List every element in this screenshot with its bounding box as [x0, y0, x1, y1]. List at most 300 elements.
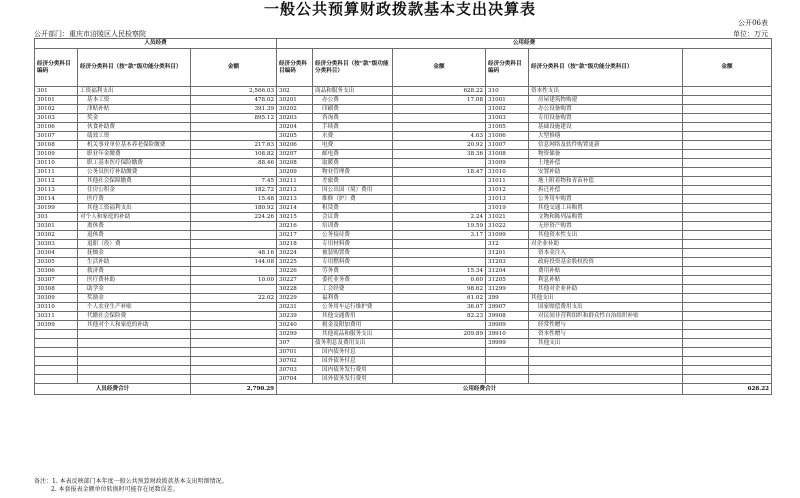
table-row [35, 168, 772, 177]
table-row [35, 330, 772, 339]
cell-code-2: 30213 [277, 195, 313, 204]
personnel-total-label: 人员经费合计 [35, 384, 191, 395]
cell-amount-3 [683, 303, 772, 312]
cell-name-1: 其他对个人和家庭的补助 [78, 321, 191, 330]
cell-code-3: 31205 [486, 276, 529, 285]
cell-code-3: 31007 [486, 141, 529, 150]
cell-code-3: 31022 [486, 222, 529, 231]
cell-code-2: 30217 [277, 231, 313, 240]
col-code-2: 经济分类科目编码 [277, 49, 313, 87]
cell-amount-1: 180.92 [191, 204, 277, 213]
section-header-row [35, 39, 772, 49]
col-code-1: 经济分类科目编码 [35, 49, 78, 87]
table-row [35, 339, 772, 348]
cell-name-1: 退休费 [78, 231, 191, 240]
cell-name-3: 其他对企业补助 [529, 285, 683, 294]
cell-amount-2 [393, 177, 486, 186]
cell-amount-1 [191, 222, 277, 231]
cell-amount-2 [393, 105, 486, 114]
cell-amount-3 [683, 150, 772, 159]
cell-code-3: 31299 [486, 285, 529, 294]
cell-code-1: 30114 [35, 195, 78, 204]
cell-code-1: 30106 [35, 123, 78, 132]
cell-amount-1 [191, 357, 277, 366]
cell-name-3: 对企业补助 [529, 240, 683, 249]
cell-code-3: 31005 [486, 123, 529, 132]
cell-name-2: 专用燃料费 [313, 258, 393, 267]
cell-name-1: 津贴补贴 [78, 105, 191, 114]
cell-name-2: 福利费 [313, 294, 393, 303]
cell-name-3: 无形资产购置 [529, 222, 683, 231]
cell-code-2: 30216 [277, 222, 313, 231]
cell-name-3: 对民间非营利组织和群众性自治组织补贴 [529, 312, 683, 321]
cell-code-2: 30214 [277, 204, 313, 213]
table-row [35, 159, 772, 168]
cell-name-2: 邮电费 [313, 150, 393, 159]
cell-name-2: 差旅费 [313, 177, 393, 186]
cell-amount-2: 98.62 [393, 285, 486, 294]
cell-name-2: 取暖费 [313, 159, 393, 168]
cell-name-1: 生活补助 [78, 258, 191, 267]
cell-amount-2 [393, 258, 486, 267]
cell-code-2: 30231 [277, 303, 313, 312]
cell-name-1: 对个人和家庭的补助 [78, 213, 191, 222]
cell-code-2: 30212 [277, 186, 313, 195]
cell-name-2: 其他商品和服务支出 [313, 330, 393, 339]
cell-amount-3 [683, 123, 772, 132]
cell-amount-2: 209.89 [393, 330, 486, 339]
cell-name-3: 资本性支出 [529, 87, 683, 96]
cell-name-3: 物资储备 [529, 150, 683, 159]
cell-code-2: 30207 [277, 150, 313, 159]
cell-amount-1 [191, 168, 277, 177]
cell-code-3: 310 [486, 87, 529, 96]
cell-name-2: 商品和服务支出 [313, 87, 393, 96]
cell-name-2: 培训费 [313, 222, 393, 231]
cell-name-1 [78, 339, 191, 348]
cell-code-2: 30701 [277, 348, 313, 357]
cell-amount-1 [191, 339, 277, 348]
cell-amount-2: 15.34 [393, 267, 486, 276]
expenditure-table [34, 38, 772, 395]
cell-name-2: 税金及附加费用 [313, 321, 393, 330]
col-name-1: 经济分类科目（按“款”级功能分类科目） [78, 49, 191, 87]
cell-name-1: 其他社会保障缴费 [78, 177, 191, 186]
table-row [35, 231, 772, 240]
col-name-2: 经济分类科目（按“款”级功能分类科目） [313, 49, 393, 87]
cell-name-1: 救济费 [78, 267, 191, 276]
cell-code-2: 30228 [277, 285, 313, 294]
section-public: 公用经费 [277, 39, 772, 49]
cell-code-1: 30301 [35, 222, 78, 231]
cell-name-2: 债务利息及费用支出 [313, 339, 393, 348]
cell-amount-2: 20.92 [393, 141, 486, 150]
cell-amount-1 [191, 132, 277, 141]
unit-label: 单位：万元 [733, 30, 768, 38]
cell-code-3: 39999 [486, 339, 529, 348]
cell-name-1: 代缴社会保险费 [78, 312, 191, 321]
cell-code-2: 30218 [277, 240, 313, 249]
cell-code-2: 30202 [277, 105, 313, 114]
cell-name-1: 奖金 [78, 114, 191, 123]
column-header-row [35, 49, 772, 87]
cell-code-2: 30299 [277, 330, 313, 339]
cell-name-3: 房屋建筑物购建 [529, 96, 683, 105]
cell-name-1: 职工基本医疗保险缴费 [78, 159, 191, 168]
cell-code-1: 30309 [35, 294, 78, 303]
cell-amount-2 [393, 375, 486, 384]
cell-amount-3 [683, 195, 772, 204]
cell-name-2: 办公费 [313, 96, 393, 105]
table-row [35, 348, 772, 357]
table-row [35, 258, 772, 267]
cell-code-2: 30205 [277, 132, 313, 141]
cell-amount-3 [683, 249, 772, 258]
cell-code-3: 31203 [486, 258, 529, 267]
cell-amount-2: 17.08 [393, 96, 486, 105]
cell-amount-2 [393, 348, 486, 357]
cell-amount-3 [683, 222, 772, 231]
table-row [35, 150, 772, 159]
table-row [35, 105, 772, 114]
cell-amount-3 [683, 285, 772, 294]
cell-code-1 [35, 357, 78, 366]
cell-code-3: 312 [486, 240, 529, 249]
cell-name-2: 印刷费 [313, 105, 393, 114]
cell-code-1: 30103 [35, 114, 78, 123]
cell-amount-1: 144.08 [191, 258, 277, 267]
cell-name-1: 离休费 [78, 222, 191, 231]
cell-amount-3 [683, 96, 772, 105]
cell-name-2: 电费 [313, 141, 393, 150]
cell-name-3: 其他资本性支出 [529, 231, 683, 240]
cell-amount-3 [683, 132, 772, 141]
cell-amount-3 [683, 348, 772, 357]
cell-code-2: 30226 [277, 267, 313, 276]
cell-code-3: 39910 [486, 330, 529, 339]
cell-name-2: 因公出国（境）费用 [313, 186, 393, 195]
cell-name-2: 水费 [313, 132, 393, 141]
cell-name-3: 其他交通工具购置 [529, 204, 683, 213]
public-total-label: 公用经费合计 [277, 384, 683, 395]
cell-amount-2 [393, 195, 486, 204]
cell-amount-2 [393, 366, 486, 375]
cell-code-1: 30308 [35, 285, 78, 294]
cell-amount-2: 0.60 [393, 276, 486, 285]
cell-amount-2 [393, 123, 486, 132]
cell-code-3: 31001 [486, 96, 529, 105]
section-personnel: 人员经费 [35, 39, 277, 49]
cell-amount-1: 895.12 [191, 114, 277, 123]
col-name-3: 经济分类科目（按“款”级功能分类科目） [529, 49, 683, 87]
cell-amount-2: 2.24 [393, 213, 486, 222]
cell-code-3: 39909 [486, 321, 529, 330]
cell-code-3 [486, 357, 529, 366]
cell-amount-1 [191, 375, 277, 384]
cell-amount-1 [191, 267, 277, 276]
col-amount-3: 金额 [683, 49, 772, 87]
cell-code-1: 30199 [35, 204, 78, 213]
col-amount-1: 金额 [191, 49, 277, 87]
cell-code-2: 30225 [277, 258, 313, 267]
table-row [35, 375, 772, 384]
cell-amount-3 [683, 276, 772, 285]
cell-name-1: 职业年金缴费 [78, 150, 191, 159]
cell-name-2: 其他交通费用 [313, 312, 393, 321]
cell-amount-3 [683, 87, 772, 96]
table-row [35, 357, 772, 366]
cell-code-1: 30110 [35, 159, 78, 168]
cell-name-3 [529, 366, 683, 375]
cell-code-1: 301 [35, 87, 78, 96]
cell-code-2: 307 [277, 339, 313, 348]
cell-name-3: 安置补助 [529, 168, 683, 177]
cell-code-2: 30215 [277, 213, 313, 222]
table-row [35, 222, 772, 231]
cell-code-2: 30208 [277, 159, 313, 168]
cell-name-1 [78, 330, 191, 339]
cell-amount-1: 88.46 [191, 159, 277, 168]
col-code-3: 经济分类科目编码 [486, 49, 529, 87]
cell-amount-3 [683, 141, 772, 150]
cell-name-3 [529, 357, 683, 366]
cell-amount-3 [683, 114, 772, 123]
table-row [35, 204, 772, 213]
cell-name-1: 公务员医疗补助缴费 [78, 168, 191, 177]
cell-code-2: 30704 [277, 375, 313, 384]
cell-code-1 [35, 348, 78, 357]
cell-name-1 [78, 375, 191, 384]
cell-amount-3 [683, 339, 772, 348]
cell-code-1: 303 [35, 213, 78, 222]
cell-amount-3 [683, 231, 772, 240]
cell-name-2: 公务用车运行维护费 [313, 303, 393, 312]
table-row [35, 276, 772, 285]
table-row [35, 177, 772, 186]
table-row [35, 267, 772, 276]
table-row [35, 240, 772, 249]
cell-amount-1: 10.00 [191, 276, 277, 285]
cell-amount-2 [393, 339, 486, 348]
cell-name-3 [529, 375, 683, 384]
table-row [35, 123, 772, 132]
cell-code-1: 30108 [35, 141, 78, 150]
table-row [35, 294, 772, 303]
cell-name-2: 物业管理费 [313, 168, 393, 177]
cell-name-2: 国内债务付息 [313, 348, 393, 357]
cell-code-3 [486, 366, 529, 375]
cell-amount-2: 3.17 [393, 231, 486, 240]
cell-name-2: 手续费 [313, 123, 393, 132]
cell-name-1: 住房公积金 [78, 186, 191, 195]
cell-name-1: 助学金 [78, 285, 191, 294]
cell-code-1: 30307 [35, 276, 78, 285]
cell-name-2: 公务接待费 [313, 231, 393, 240]
cell-amount-3 [683, 375, 772, 384]
table-row [35, 321, 772, 330]
cell-name-3 [529, 348, 683, 357]
cell-code-2: 30201 [277, 96, 313, 105]
cell-name-1: 其他工资福利支出 [78, 204, 191, 213]
cell-amount-1 [191, 330, 277, 339]
cell-code-2: 302 [277, 87, 313, 96]
public-total-value: 628.22 [683, 384, 772, 395]
cell-code-3: 39908 [486, 312, 529, 321]
cell-code-1 [35, 339, 78, 348]
cell-code-3: 31006 [486, 132, 529, 141]
cell-name-3: 办公设备购置 [529, 105, 683, 114]
cell-name-3: 地上附着物和青苗补偿 [529, 177, 683, 186]
cell-code-2: 30702 [277, 357, 313, 366]
table-row [35, 87, 772, 96]
cell-code-1: 30304 [35, 249, 78, 258]
cell-name-1: 抚恤金 [78, 249, 191, 258]
cell-code-3 [486, 375, 529, 384]
cell-name-2: 被装购置费 [313, 249, 393, 258]
col-amount-2: 金额 [393, 49, 486, 87]
cell-code-3: 399 [486, 294, 529, 303]
cell-amount-1: 15.48 [191, 195, 277, 204]
cell-amount-1 [191, 348, 277, 357]
cell-code-3 [486, 348, 529, 357]
cell-code-3: 31099 [486, 231, 529, 240]
form-number: 公开06表 [738, 19, 768, 27]
table-row [35, 96, 772, 105]
cell-name-3: 政府投资基金股权投资 [529, 258, 683, 267]
cell-code-3: 31204 [486, 267, 529, 276]
cell-code-1: 30305 [35, 258, 78, 267]
cell-name-1: 医疗费 [78, 195, 191, 204]
cell-name-1: 基本工资 [78, 96, 191, 105]
cell-amount-1: 391.39 [191, 105, 277, 114]
cell-code-3: 31201 [486, 249, 529, 258]
cell-name-3: 文物和陈列品购置 [529, 213, 683, 222]
cell-code-3: 31019 [486, 204, 529, 213]
cell-name-3: 大型修缮 [529, 132, 683, 141]
cell-amount-3 [683, 186, 772, 195]
cell-code-2: 30206 [277, 141, 313, 150]
cell-amount-1 [191, 312, 277, 321]
cell-name-3: 国家赔偿费用支出 [529, 303, 683, 312]
table-row [35, 249, 772, 258]
cell-amount-2 [393, 159, 486, 168]
cell-name-3: 其他支出 [529, 339, 683, 348]
cell-amount-2 [393, 204, 486, 213]
cell-name-1: 医疗费补助 [78, 276, 191, 285]
cell-amount-1: 217.63 [191, 141, 277, 150]
cell-amount-1: 182.72 [191, 186, 277, 195]
cell-amount-2: 38.36 [393, 150, 486, 159]
cell-name-3: 信息网络及软件购置更新 [529, 141, 683, 150]
cell-code-3: 31010 [486, 168, 529, 177]
cell-amount-3 [683, 177, 772, 186]
cell-amount-3 [683, 366, 772, 375]
cell-code-1: 30107 [35, 132, 78, 141]
table-row [35, 285, 772, 294]
cell-amount-3 [683, 258, 772, 267]
cell-name-1: 退职（役）费 [78, 240, 191, 249]
cell-amount-1: 224.26 [191, 213, 277, 222]
cell-name-2: 委托业务费 [313, 276, 393, 285]
cell-amount-3 [683, 330, 772, 339]
cell-name-2: 国外债务付息 [313, 357, 393, 366]
cell-amount-1: 108.82 [191, 150, 277, 159]
cell-name-2: 国内债务发行费用 [313, 366, 393, 375]
cell-code-1: 30399 [35, 321, 78, 330]
cell-code-3: 31008 [486, 150, 529, 159]
cell-amount-1 [191, 321, 277, 330]
cell-amount-3 [683, 357, 772, 366]
cell-name-1 [78, 366, 191, 375]
cell-code-1: 30302 [35, 231, 78, 240]
cell-amount-1: 2,566.03 [191, 87, 277, 96]
cell-amount-3 [683, 105, 772, 114]
cell-code-2: 30229 [277, 294, 313, 303]
cell-amount-2 [393, 357, 486, 366]
cell-amount-2 [393, 186, 486, 195]
department-label: 公开部门： [34, 30, 69, 38]
cell-code-1: 30306 [35, 267, 78, 276]
cell-name-1: 个人农业生产补贴 [78, 303, 191, 312]
cell-name-2: 专用材料费 [313, 240, 393, 249]
cell-amount-1: 22.02 [191, 294, 277, 303]
cell-amount-1 [191, 123, 277, 132]
cell-code-1: 30109 [35, 150, 78, 159]
cell-amount-3 [683, 312, 772, 321]
table-row [35, 366, 772, 375]
cell-code-2: 30209 [277, 168, 313, 177]
cell-name-2: 国外债务发行费用 [313, 375, 393, 384]
cell-code-2: 30204 [277, 123, 313, 132]
cell-amount-2: 82.23 [393, 312, 486, 321]
department-name: 重庆市涪陵区人民检察院 [69, 30, 146, 38]
notes [34, 478, 228, 494]
cell-name-2: 咨询费 [313, 114, 393, 123]
cell-code-3: 31011 [486, 177, 529, 186]
cell-name-2: 维修（护）费 [313, 195, 393, 204]
cell-code-3: 39907 [486, 303, 529, 312]
table-row [35, 312, 772, 321]
cell-name-3: 公务用车购置 [529, 195, 683, 204]
cell-name-3: 资本金注入 [529, 249, 683, 258]
note-2: 2. 本套报表金额单位转换时可能存在尾数误差。 [51, 486, 179, 493]
cell-name-2: 租赁费 [313, 204, 393, 213]
cell-name-1: 机关事业单位基本养老保险缴费 [78, 141, 191, 150]
cell-amount-2 [393, 114, 486, 123]
table-row [35, 303, 772, 312]
cell-code-1: 30112 [35, 177, 78, 186]
cell-name-3: 专用设备购置 [529, 114, 683, 123]
cell-code-2: 30211 [277, 177, 313, 186]
cell-name-3: 土地补偿 [529, 159, 683, 168]
cell-amount-1 [191, 303, 277, 312]
cell-amount-3 [683, 294, 772, 303]
cell-amount-1 [191, 240, 277, 249]
cell-code-1: 30102 [35, 105, 78, 114]
cell-amount-1 [191, 285, 277, 294]
cell-name-1 [78, 357, 191, 366]
cell-amount-3 [683, 168, 772, 177]
cell-amount-2: 19.59 [393, 222, 486, 231]
cell-name-3: 费用补贴 [529, 267, 683, 276]
cell-code-2: 30240 [277, 321, 313, 330]
cell-amount-3 [683, 204, 772, 213]
cell-code-2: 30239 [277, 312, 313, 321]
cell-amount-1 [191, 366, 277, 375]
cell-name-3: 拆迁补偿 [529, 186, 683, 195]
cell-code-2: 30227 [277, 276, 313, 285]
cell-amount-3 [683, 159, 772, 168]
